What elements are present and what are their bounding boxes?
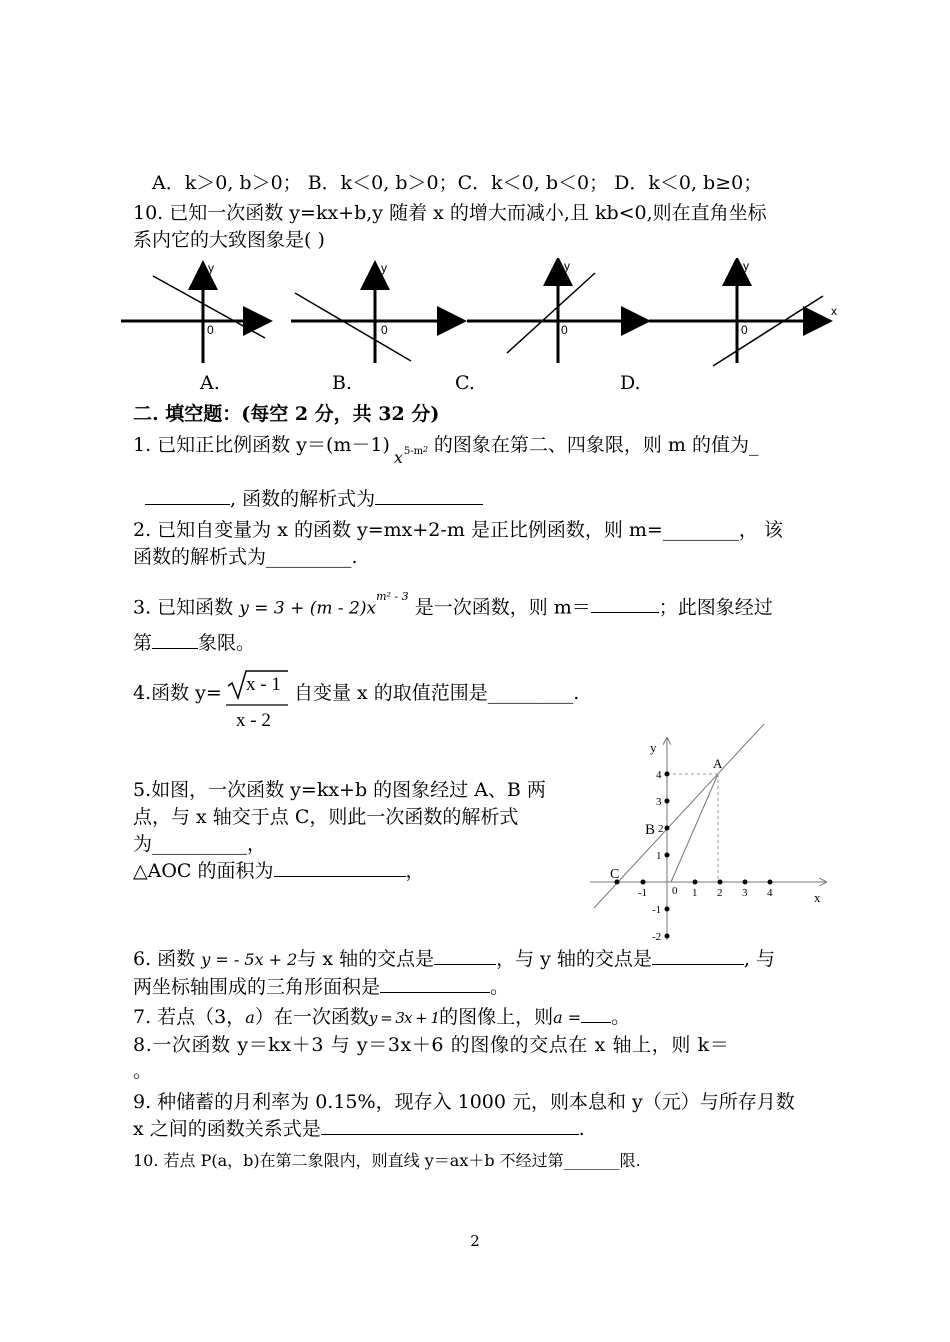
svg-text:B: B [645,822,656,838]
graph-d-x: x [831,304,837,318]
fill-q8-line1: 8.一次函数 y＝kx＋3 与 y＝3x＋6 的图像的交点在 x 轴上，则 k＝ [133,1034,730,1056]
fill-q9-line2: x 之间的函数关系式是 . [133,1118,585,1140]
svg-text:3: 3 [742,887,748,899]
svg-text:-1: -1 [638,887,648,899]
svg-text:3: 3 [656,796,662,808]
fill-q4-rest: 自变量 x 的取值范围是_________. [294,682,580,704]
figure-5 [590,722,840,942]
svg-text:4: 4 [656,769,662,781]
graph-label-a: A. [200,372,220,394]
fill-q6: 6. 函数 y = - 5x + 2与 x 轴的交点是 ，与 y 轴的交点是 , 与 [133,948,776,970]
fill-q2-line2: 函数的解析式为_________. [133,546,358,568]
graph-d [649,259,837,366]
eq6: y = - 5x + 2 [201,950,298,969]
graph-c [467,259,645,363]
graph-b [291,261,461,363]
fill-q4: 4.函数 y= [133,682,222,704]
fill-q3: 3. 已知函数 $y = 3 + (m - 2)x^{m^2 - 3}$ 是一次函数，则 m＝ ；此图象经过 [133,590,773,619]
fill-q10: 10. 若点 P(a，b)在第二象限内，则直线 y＝ax＋b 不经过第_______限. [133,1151,641,1170]
svg-text:-1: -1 [652,904,662,916]
fill-q4-fraction: x - 1 x - 2 [224,668,290,738]
eq3: y = 3 + (m - 2)x [239,598,377,619]
graph-d-o: 0 [741,323,748,337]
q10-line1: 10. 已知一次函数 y=kx+b,y 随着 x 的增大而减小,且 kb<0,则在直角坐标 [133,202,767,224]
svg-text:-2: -2 [652,931,662,942]
q10-graphs [115,258,950,378]
graph-b-o: 0 [381,323,388,337]
fig5-line-ab [594,724,764,908]
svg-text:y: y [650,740,657,755]
option-d: D．k＜0, b≥0； [614,172,763,194]
fill-q5-line2: 点，与 x 轴交于点 C，则此一次函数的解析式 [133,806,519,828]
svg-text:2: 2 [658,823,664,835]
fill-q6-line2: 两坐标轴围成的三角形面积是 。 [133,976,510,998]
graph-label-c: C. [455,372,475,394]
fill-q1: 1. 已知正比例函数 y＝(m－1) x 5-m 2 的图象在第二、四象限，则 m 的值为_ [133,434,759,467]
graph-a [121,261,267,363]
fill-q9-line1: 9. 种储蓄的月利率为 0.15%，现存入 1000 元，则本息和 y（元）与所存月数 [133,1091,795,1113]
section2-title: 二. 填空题：(每空 2 分，共 32 分) [133,403,440,425]
svg-text:4: 4 [767,887,773,899]
fill-q1-line2: , 函数的解析式为 [145,486,483,512]
svg-text:1: 1 [656,850,662,862]
graph-d-y: y [743,259,749,273]
q10-line2: 系内它的大致图象是( ) [133,229,325,251]
fill-q7: 7. 若点（3，a）在一次函数y = 3x + 1的图像上，则a = 。 [133,1006,631,1028]
fill-q5-line4: △AOC 的面积为 ， [133,860,425,882]
graph-label-d: D. [620,372,641,394]
graph-c-o: 0 [561,323,568,337]
page-number: 2 [470,1232,480,1250]
svg-text:1: 1 [692,887,698,899]
fig5-line-oa [671,774,718,882]
fill-q2-line1: 2. 已知自变量为 x 的函数 y=mx+2-m 是正比例函数，则 m=________， 该 [133,519,783,541]
option-a: A．k＞0, b＞0； [152,172,302,194]
graph-c-y: y [564,259,570,273]
graph-label-b: B. [332,372,353,394]
svg-text:A: A [713,756,723,771]
svg-text:x: x [814,890,821,905]
eq7: y = 3x + 1 [368,1009,440,1027]
graph-a-y: y [208,261,214,275]
q9-options [152,170,762,196]
fill-q8-line2: 。 [133,1060,153,1082]
option-c: C．k＜0, b＜0； [457,172,609,194]
svg-text:2: 2 [717,887,723,899]
graph-a-o: 0 [207,323,214,337]
graph-b-y: y [381,261,387,275]
svg-text:C: C [610,867,620,882]
fill-q3-line2: 第 象限。 [133,632,256,654]
option-b: B．k＜0, b＞0； [307,172,458,194]
fill-q5-line3: 为__________， [133,833,267,855]
fill-q5-line1: 5.如图，一次函数 y=kx+b 的图象经过 A、B 两 [133,779,546,801]
svg-text:0: 0 [672,885,678,897]
